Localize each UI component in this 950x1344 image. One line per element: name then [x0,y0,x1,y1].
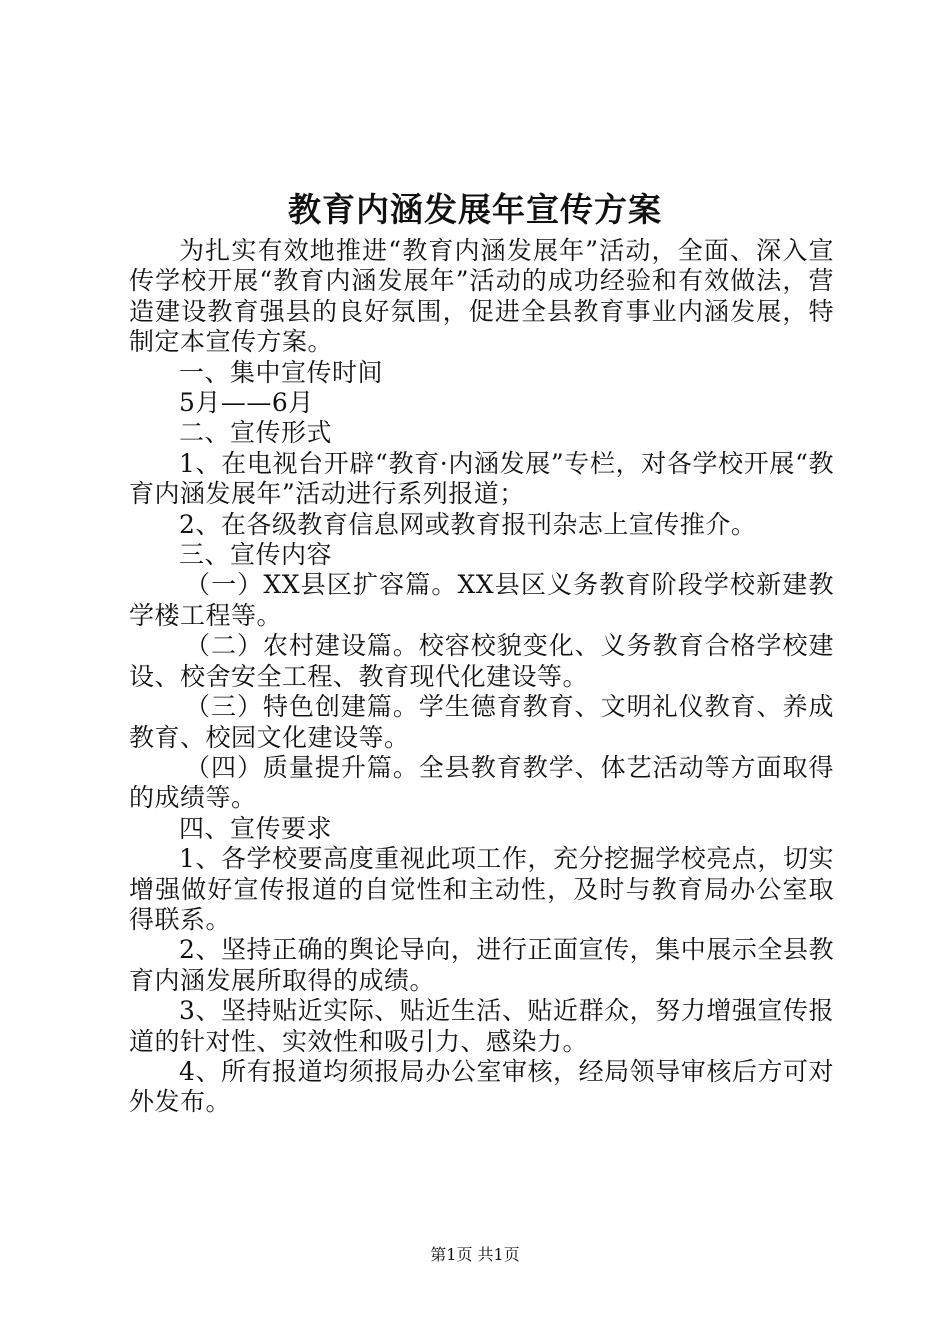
form-item-tv: 1、在电视台开辟“教育·内涵发展”专栏，对各学校开展“教育内涵发展年”活动进行系列报道； [129,448,834,509]
requirement-item-2: 2、坚持正确的舆论导向，进行正面宣传，集中展示全县教育内涵发展所取得的成绩。 [129,935,834,995]
content-item-3: （三）特色创建篇。学生德育教育、文明礼仪教育、养成教育、校园文化建设等。 [129,692,834,752]
section-heading-form: 二、宣传形式 [179,418,333,448]
document-body [129,236,834,1118]
requirement-item-3: 3、坚持贴近实际、贴近生活、贴近群众，努力增强宣传报道的针对性、实效性和吸引力、感染力。 [129,996,834,1056]
content-item-2: （二）农村建设篇。校容校貌变化、义务教育合格学校建设、校舍安全工程、教育现代化建设等。 [129,631,834,691]
page-footer: 第1页 共1页 [430,1245,520,1264]
requirement-item-1: 1、各学校要高度重视此项工作，充分挖掘学校亮点，切实增强做好宣传报道的自觉性和主动性，及时与教育局办公室取得联系。 [129,844,834,934]
section-heading-time: 一、集中宣传时间 [179,357,384,387]
document-title: 教育内涵发展年宣传方案 [288,190,662,229]
section-heading-requirements: 四、宣传要求 [179,813,333,843]
form-item-media: 2、在各级教育信息网或教育报刊杂志上宣传推介。 [179,509,757,539]
requirement-item-4: 4、所有报道均须报局办公室审核，经局领导审核后方可对外发布。 [129,1056,834,1117]
content-item-1: （一）XX县区扩容篇。XX县区义务教育阶段学校新建教学楼工程等。 [129,570,834,630]
intro-paragraph: 为扎实有效地推进“教育内涵发展年”活动，全面、深入宣传学校开展“教育内涵发展年”活动的成功经验和有效做法，营造建设教育强县的良好氛围，促进全县教育事业内涵发展，特制定本宣传方案。 [129,236,834,357]
section-heading-content: 三、宣传内容 [179,540,333,570]
content-item-4: （四）质量提升篇。全县教育教学、体艺活动等方面取得的成绩等。 [129,752,834,813]
time-range: 5月——6月 [179,388,314,418]
